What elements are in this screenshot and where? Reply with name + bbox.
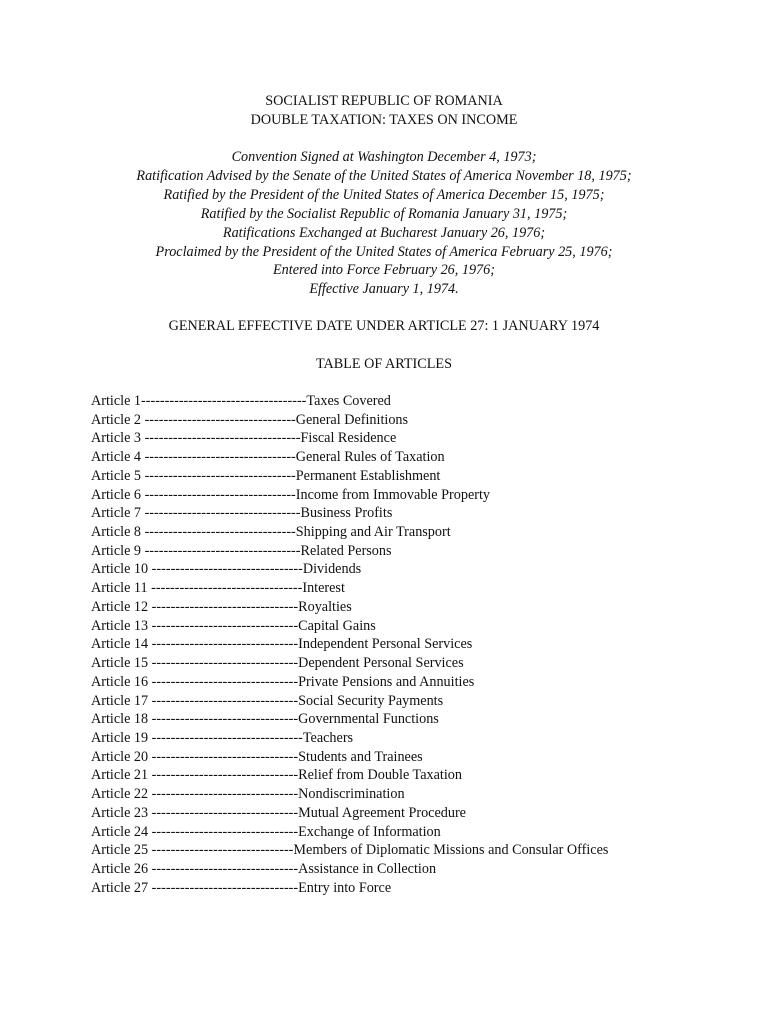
- dot-leader: -------------------------------: [151, 823, 299, 840]
- dot-leader: -------------------------------: [151, 673, 299, 690]
- dot-leader: -------------------------------: [151, 598, 299, 615]
- article-label: Article 19: [91, 729, 152, 746]
- article-label: Article 15: [91, 655, 152, 672]
- article-subject: Income from Immovable Property: [295, 486, 490, 503]
- article-label: Article 5: [91, 467, 145, 484]
- treaty-subject-title: DOUBLE TAXATION: TAXES ON INCOME: [250, 112, 518, 128]
- article-label: Article 13: [91, 617, 152, 634]
- article-subject: Capital Gains: [298, 617, 376, 634]
- article-row: [91, 504, 751, 523]
- dot-leader: --------------------------------: [144, 411, 296, 428]
- article-label: Article 21: [91, 767, 152, 784]
- article-row: [91, 729, 751, 748]
- article-row: [91, 411, 751, 430]
- article-label: Article 23: [91, 804, 152, 821]
- dot-leader: --------------------------------: [144, 467, 296, 484]
- ratification-line: Convention Signed at Washington December 4, 1973;: [231, 149, 537, 165]
- article-row: [91, 692, 751, 711]
- ratification-line: Ratified by the President of the United States of America December 15, 1975;: [163, 186, 605, 203]
- article-subject: Teachers: [302, 729, 354, 746]
- article-row: [91, 560, 751, 579]
- dot-leader: --------------------------------: [151, 729, 303, 746]
- article-label: Article 26: [91, 860, 152, 877]
- dot-leader: --------------------------------: [151, 561, 303, 578]
- article-label: Article 12: [91, 598, 152, 615]
- article-row: [91, 785, 751, 804]
- article-subject: Nondiscrimination: [298, 786, 405, 803]
- article-label: Article 22: [91, 786, 152, 803]
- article-subject: Members of Diplomatic Missions and Consular Offices: [293, 842, 609, 859]
- article-subject: Dependent Personal Services: [298, 655, 464, 672]
- article-row: [91, 804, 751, 823]
- dot-leader: -------------------------------: [151, 804, 299, 821]
- article-subject: General Definitions: [295, 411, 409, 428]
- article-subject: Assistance in Collection: [298, 860, 437, 877]
- article-label: Article 20: [91, 748, 152, 765]
- article-row: [91, 579, 751, 598]
- dot-leader: -------------------------------: [151, 636, 299, 653]
- dot-leader: --------------------------------: [144, 524, 296, 541]
- article-label: Article 17: [91, 692, 152, 709]
- article-label: Article 2: [91, 411, 145, 428]
- article-label: Article 1: [91, 393, 142, 409]
- article-label: Article 9: [91, 542, 145, 559]
- ratification-line: Effective January 1, 1974.: [309, 281, 459, 298]
- article-label: Article 10: [91, 561, 152, 578]
- article-subject: Mutual Agreement Procedure: [298, 804, 466, 821]
- dot-leader: -------------------------------: [151, 711, 299, 728]
- article-row: [91, 523, 751, 542]
- dot-leader: -------------------------------: [151, 879, 299, 896]
- article-row: [91, 392, 751, 411]
- dot-leader: -------------------------------: [151, 786, 299, 803]
- article-label: Article 14: [91, 636, 152, 653]
- article-row: [91, 542, 751, 561]
- article-row: [91, 710, 751, 729]
- ratification-history: [0, 148, 768, 299]
- article-row: [91, 823, 751, 842]
- article-row: [91, 617, 751, 636]
- ratification-line: Ratified by the Socialist Republic of Romania January 31, 1975;: [200, 205, 568, 222]
- article-subject: Related Persons: [300, 542, 392, 559]
- article-row: [91, 673, 751, 692]
- table-of-articles-heading: TABLE OF ARTICLES: [316, 356, 452, 372]
- dot-leader: -------------------------------: [151, 748, 299, 765]
- dot-leader: -------------------------------: [151, 692, 299, 709]
- dot-leader: --------------------------------: [144, 449, 296, 466]
- article-subject: Students and Trainees: [298, 748, 423, 765]
- article-subject: Interest: [302, 580, 345, 597]
- dot-leader: -------------------------------: [151, 655, 299, 672]
- article-subject: Exchange of Information: [298, 823, 441, 840]
- article-subject: Shipping and Air Transport: [295, 524, 451, 541]
- article-subject: Independent Personal Services: [298, 636, 473, 653]
- article-subject: Business Profits: [300, 505, 393, 522]
- article-subject: Private Pensions and Annuities: [298, 673, 475, 690]
- dot-leader: ---------------------------------: [144, 542, 301, 559]
- ratification-line: Proclaimed by the President of the United States of America February 25, 1976;: [155, 243, 613, 260]
- article-label: Article 11: [91, 580, 152, 597]
- article-label: Article 3: [91, 430, 145, 447]
- article-row: [91, 860, 751, 879]
- article-subject: Entry into Force: [298, 879, 392, 896]
- article-row: [91, 748, 751, 767]
- document-title: [0, 92, 768, 130]
- article-label: Article 16: [91, 673, 152, 690]
- article-subject: Social Security Payments: [298, 692, 444, 709]
- table-of-articles: [91, 392, 751, 897]
- article-subject: Taxes Covered: [306, 393, 391, 409]
- dot-leader: -------------------------------: [151, 860, 299, 877]
- article-row: [91, 879, 751, 898]
- article-subject: Fiscal Residence: [300, 430, 397, 447]
- general-effective-date: GENERAL EFFECTIVE DATE UNDER ARTICLE 27: 1 JANUARY 1974: [168, 318, 600, 334]
- ratification-line: Ratification Advised by the Senate of the United States of America November 18, 1975;: [136, 167, 632, 184]
- article-row: [91, 448, 751, 467]
- article-row: [91, 429, 751, 448]
- article-subject: General Rules of Taxation: [295, 449, 445, 466]
- article-label: Article 24: [91, 823, 152, 840]
- ratification-line: Ratifications Exchanged at Bucharest January 26, 1976;: [222, 224, 546, 241]
- article-subject: Royalties: [298, 598, 352, 615]
- article-row: [91, 635, 751, 654]
- dot-leader: -------------------------------: [151, 767, 299, 784]
- article-subject: Permanent Establishment: [295, 467, 441, 484]
- article-row: [91, 598, 751, 617]
- ratification-line: Entered into Force February 26, 1976;: [273, 262, 495, 279]
- article-row: [91, 654, 751, 673]
- article-label: Article 27: [91, 879, 152, 896]
- dot-leader: ------------------------------: [151, 842, 294, 859]
- article-row: [91, 486, 751, 505]
- article-label: Article 8: [91, 524, 145, 541]
- dot-leader: ---------------------------------: [144, 505, 301, 522]
- article-label: Article 7: [91, 505, 145, 522]
- dot-leader: --------------------------------: [151, 580, 303, 597]
- article-row: [91, 841, 751, 860]
- dot-leader: -----------------------------------: [141, 393, 307, 409]
- article-subject: Relief from Double Taxation: [298, 767, 462, 784]
- article-label: Article 6: [91, 486, 145, 503]
- article-label: Article 18: [91, 711, 152, 728]
- dot-leader: --------------------------------: [144, 486, 296, 503]
- country-title: SOCIALIST REPUBLIC OF ROMANIA: [265, 93, 503, 109]
- article-row: [91, 467, 751, 486]
- article-subject: Governmental Functions: [298, 711, 439, 728]
- article-subject: Dividends: [302, 561, 362, 578]
- article-row: [91, 766, 751, 785]
- dot-leader: -------------------------------: [151, 617, 299, 634]
- article-label: Article 4: [91, 449, 145, 466]
- dot-leader: ---------------------------------: [144, 430, 301, 447]
- article-label: Article 25: [91, 842, 152, 859]
